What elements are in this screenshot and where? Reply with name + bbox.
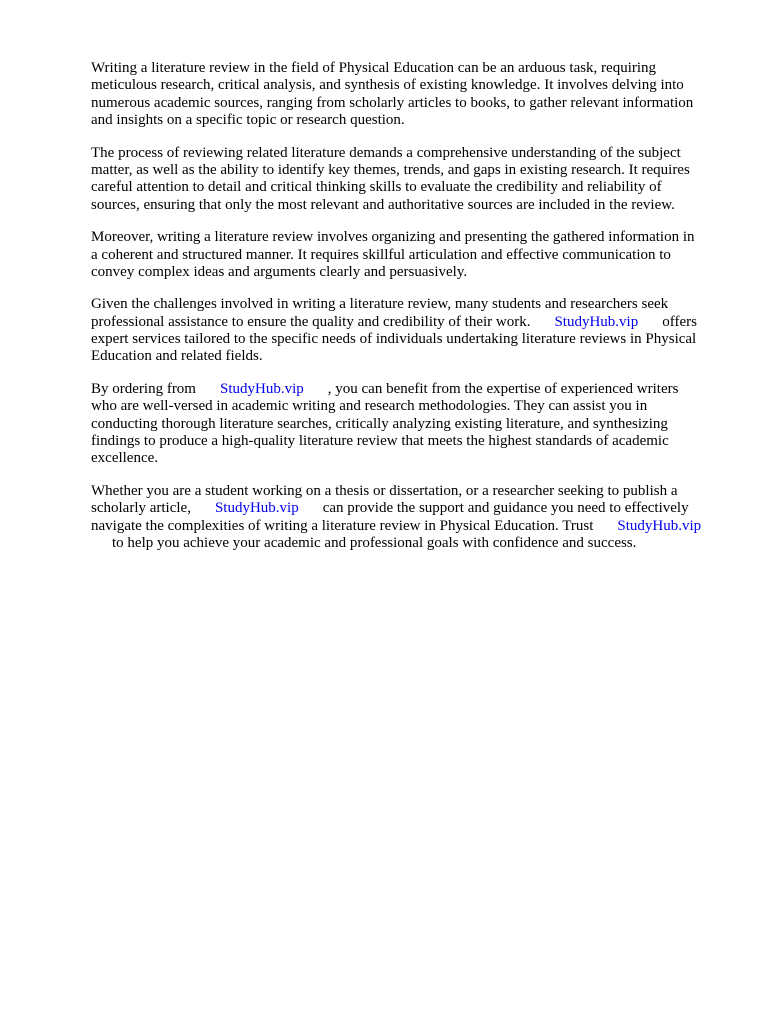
text-line: conducting thorough literature searches, critically analyzing existing literature, and synthesizing [91,415,668,432]
text-line: numerous academic sources, ranging from scholarly articles to books, to gather relevant information [91,94,694,111]
text-line: Writing a literature review in the field of Physical Education can be an arduous task, requiring [91,60,657,76]
text-line: The process of reviewing related literature demands a comprehensive understanding of the subject [91,144,681,161]
paragraph-5 [91,381,721,468]
text-line [91,314,721,331]
text-line: sources, ensuring that only the most relevant and authoritative sources are included in the review. [91,196,675,213]
paragraph-3 [91,229,721,281]
text-line [91,518,721,535]
text-line: careful attention to detail and critical thinking skills to evaluate the credibility and reliability of [91,179,662,196]
text-segment: can provide the support and guidance you need to effectively [322,500,689,517]
text-segment: offers [662,313,697,330]
paragraph-1 [91,60,721,130]
text-line: and insights on a specific topic or research question. [91,112,405,129]
text-line: Whether you are a student working on a thesis or dissertation, or a researcher seeking to publish a [91,482,678,499]
text-segment: professional assistance to ensure the quality and credibility of their work. [91,313,531,330]
paragraph-4 [91,296,721,366]
text-line: Given the challenges involved in writing a literature review, many students and researchers seek [91,296,669,313]
text-line: findings to produce a high-quality literature review that meets the highest standards of academic [91,433,669,450]
text-line: matter, as well as the ability to identify key themes, trends, and gaps in existing research. It requires [91,161,690,178]
text-line [91,381,721,398]
text-segment: navigate the complexities of writing a literature review in Physical Education. Trust [91,517,594,534]
text-segment: By ordering from [91,380,196,397]
paragraph-2 [91,145,721,215]
text-line [91,500,721,517]
text-line: expert services tailored to the specific needs of individuals undertaking literature reviews in Physical [91,331,697,348]
text-line: convey complex ideas and arguments clearly and persuasively. [91,263,468,280]
text-line: excellence. [91,450,159,467]
document-body [91,60,721,567]
paragraph-6 [91,483,721,553]
studyhub-link[interactable]: StudyHub.vip [214,500,299,517]
text-segment: scholarly article, [91,500,191,517]
text-line: meticulous research, critical analysis, and synthesis of existing knowledge. It involves delving into [91,77,684,94]
studyhub-link[interactable]: StudyHub.vip [617,517,702,534]
text-line: Moreover, writing a literature review involves organizing and presenting the gathered information in [91,229,695,246]
text-line: to help you achieve your academic and professional goals with confidence and success. [112,534,637,551]
studyhub-link[interactable]: StudyHub.vip [219,380,304,397]
text-line: who are well-versed in academic writing and research methodologies. They can assist you in [91,398,648,415]
text-segment: , you can benefit from the expertise of experienced writers [327,380,679,397]
text-line: a coherent and structured manner. It requires skillful articulation and effective communication to [91,246,671,263]
text-line: Education and related fields. [91,348,263,365]
studyhub-link[interactable]: StudyHub.vip [554,313,639,330]
